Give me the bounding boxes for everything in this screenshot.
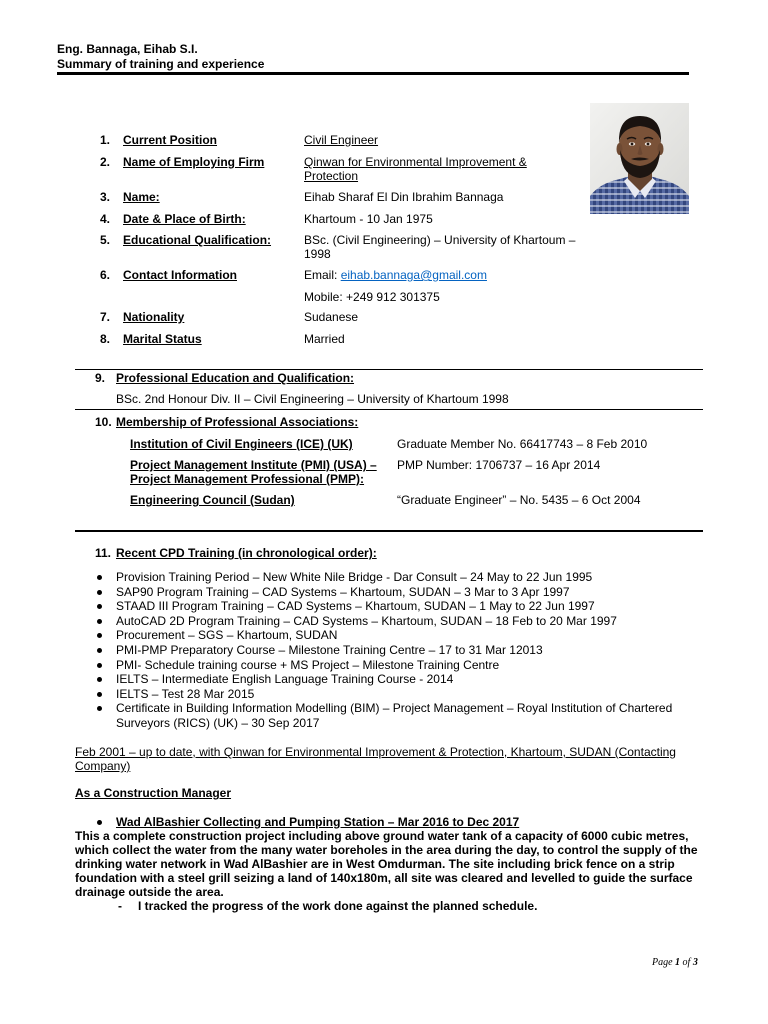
education-qualification-value — [304, 233, 575, 261]
bullet-icon — [97, 677, 102, 682]
page-word: Page — [652, 957, 673, 968]
project-task: I tracked the progress of the work done against the planned schedule. — [138, 899, 538, 913]
header-name: Eng. Bannaga, Eihab S.I. — [57, 42, 198, 56]
bullet-icon — [97, 663, 102, 668]
bullet-icon — [97, 633, 102, 638]
bullet-icon — [97, 692, 102, 697]
item-number: 2. — [100, 155, 111, 169]
marital-status-row — [0, 332, 768, 346]
cpd-list — [0, 570, 768, 731]
bullet-icon — [97, 820, 102, 825]
bullet-icon — [97, 619, 102, 624]
mobile-value: Mobile: +249 912 301375 — [304, 290, 440, 304]
mobile-row — [0, 290, 768, 304]
education-qualification-line: 1998 — [304, 247, 331, 261]
nationality-label: Nationality — [123, 310, 185, 324]
name-value: Eihab Sharaf El Din Ibrahim Bannaga — [304, 190, 504, 204]
membership-org-line: Project Management Professional (PMP): — [130, 472, 365, 486]
nationality-value: Sudanese — [304, 310, 359, 324]
section-number: 10. — [95, 415, 112, 429]
bullet-icon — [97, 604, 102, 609]
list-item — [116, 614, 691, 629]
employing-firm-row — [0, 155, 768, 183]
name-label: Name: — [123, 190, 160, 204]
list-item — [116, 628, 691, 643]
cpd-item-text: Provision Training Period – New White Nile Bridge - Dar Consult – 24 May to 22 Jun 1995 — [116, 570, 593, 584]
employing-firm-value-line: Qinwan for Environmental Improvement & — [304, 155, 527, 169]
membership-org-line: Institution of Civil Engineers (ICE) (UK) — [130, 437, 353, 451]
role-heading: As a Construction Manager — [75, 786, 232, 800]
membership-detail: PMP Number: 1706737 – 16 Apr 2014 — [397, 458, 601, 472]
list-item — [116, 585, 691, 600]
education-qualification-line: BSc. (Civil Engineering) – University of Khartoum – — [304, 233, 576, 247]
birth-label: Date & Place of Birth: — [123, 212, 246, 226]
cpd-item-text: Procurement – SGS – Khartoum, SUDAN — [116, 628, 338, 643]
employment-period: Feb 2001 – up to date, with Qinwan for Environmental Improvement & Protection, Khartoum, SUDAN (Contacting Company) — [75, 745, 676, 773]
cpd-item-text: STAAD III Program Training – CAD Systems – Khartoum, SUDAN – 1 May to 22 Jun 1997 — [116, 599, 595, 614]
employing-firm-value — [304, 155, 527, 183]
bullet-icon — [97, 648, 102, 653]
project-title-item — [116, 815, 519, 829]
employing-firm-label: Name of Employing Firm — [123, 155, 265, 169]
description-line: drainage outside the area. — [75, 885, 224, 899]
cpd-item-text: PMI- Schedule training course + MS Project – Milestone Training Centre — [116, 657, 500, 672]
item-number: 4. — [100, 212, 111, 226]
description-line: This a complete construction project including above ground water tank of a capacity of 6000 cubic metres, — [75, 829, 689, 843]
list-item — [116, 658, 691, 673]
section-number: 9. — [95, 371, 106, 385]
contact-label: Contact Information — [123, 268, 237, 282]
membership-org — [130, 437, 353, 451]
bullet-icon — [97, 590, 102, 595]
email-link[interactable]: eihab.bannaga@gmail.com — [340, 268, 487, 282]
bullet-icon — [97, 706, 102, 711]
email-line — [304, 268, 487, 282]
of-word: of — [682, 957, 691, 968]
total-pages: 3 — [692, 957, 698, 968]
item-number: 8. — [100, 332, 111, 346]
description-line: which collect the water from the many water boreholes in the area during the day, to control the supply of the — [75, 843, 698, 857]
marital-status-value: Married — [304, 332, 345, 346]
name-row — [0, 190, 768, 204]
current-page: 1 — [675, 957, 681, 968]
birth-row — [0, 212, 768, 226]
description-line: foundation with a steel grill seizing a land of 140x180m, all site was cleared and levelled to guide the surface — [75, 871, 693, 885]
cpd-item-text: IELTS – Test 28 Mar 2015 — [116, 686, 255, 701]
cpd-item-text: SAP90 Program Training – CAD Systems – Khartoum, SUDAN – 3 Mar to 3 Apr 1997 — [116, 584, 570, 599]
item-number: 1. — [100, 133, 111, 147]
section-divider — [75, 369, 703, 370]
membership-org-line: Engineering Council (Sudan) — [130, 493, 295, 507]
cpd-item-text: Certificate in Building Information Modelling (BIM) – Project Management – Royal Institution of Chartered Surveyors (RICS) (UK) – 30 Sep 2017 — [116, 701, 673, 730]
project-description — [75, 829, 698, 899]
marital-status-label: Marital Status — [123, 332, 202, 346]
cpd-item-text: AutoCAD 2D Program Training – CAD Systems – Khartoum, SUDAN – 18 Feb to 20 Mar 1997 — [116, 613, 617, 628]
item-number: 6. — [100, 268, 111, 282]
list-item — [116, 570, 691, 585]
item-number: 5. — [100, 233, 111, 247]
membership-org — [130, 493, 295, 507]
header-subtitle: Summary of training and experience — [57, 57, 265, 71]
list-item — [116, 701, 691, 730]
current-position-value: Civil Engineer — [304, 133, 379, 147]
item-number: 7. — [100, 310, 111, 324]
section-number: 11. — [95, 546, 112, 560]
list-item — [116, 599, 691, 614]
current-position-row — [0, 133, 768, 147]
membership-detail: Graduate Member No. 66417743 – 8 Feb 2010 — [397, 437, 648, 451]
employing-firm-value-line: Protection — [304, 169, 359, 183]
list-item — [116, 687, 691, 702]
email-label: Email: — [304, 268, 338, 282]
cpd-heading: Recent CPD Training (in chronological order): — [116, 546, 377, 560]
membership-detail: “Graduate Engineer” – No. 5435 – 6 Oct 2004 — [397, 493, 641, 507]
item-number: 3. — [100, 190, 111, 204]
nationality-row — [0, 310, 768, 324]
education-text: BSc. 2nd Honour Div. II – Civil Engineering – University of Khartoum 1998 — [116, 392, 509, 406]
section-divider — [75, 409, 703, 410]
list-item — [116, 672, 691, 687]
dash-marker: - — [118, 899, 122, 913]
membership-heading: Membership of Professional Associations: — [116, 415, 359, 429]
current-position-label: Current Position — [123, 133, 218, 147]
contact-row — [0, 268, 768, 282]
education-heading: Professional Education and Qualification: — [116, 371, 355, 385]
page-number — [652, 956, 698, 970]
cpd-item-text: IELTS – Intermediate English Language Training Course - 2014 — [116, 672, 454, 687]
membership-org — [130, 458, 377, 486]
header-rule — [57, 72, 689, 75]
cpd-item-text: PMI-PMP Preparatory Course – Milestone Training Centre – 17 to 31 Mar 12013 — [116, 642, 543, 657]
bullet-icon — [97, 575, 102, 580]
project-title: Wad AlBashier Collecting and Pumping Station – Mar 2016 to Dec 2017 — [116, 815, 520, 829]
birth-value: Khartoum - 10 Jan 1975 — [304, 212, 433, 226]
membership-org-line: Project Management Institute (PMI) (USA) – — [130, 458, 377, 472]
list-item — [116, 643, 691, 658]
section-divider — [75, 530, 703, 532]
education-qualification-label: Educational Qualification: — [123, 233, 272, 247]
education-qualification-row — [0, 233, 768, 261]
description-line: drinking water network in Wad AlBashier are in West Omdurman. The site including brick fence on a strip — [75, 857, 675, 871]
